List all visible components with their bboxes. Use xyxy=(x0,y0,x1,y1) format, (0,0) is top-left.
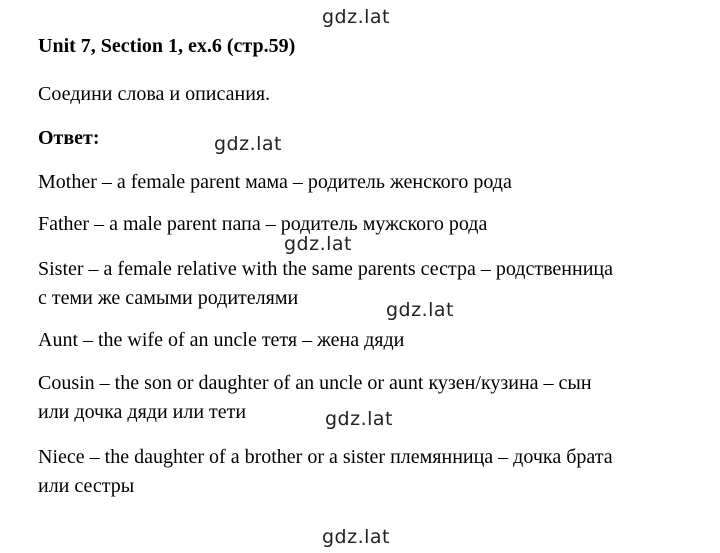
exercise-title: Unit 7, Section 1, ex.6 (стр.59) xyxy=(38,35,296,57)
answer-line-cousin-continued: или дочка дяди или тети xyxy=(38,401,247,423)
watermark-bottom: gdz.lat xyxy=(322,526,391,548)
watermark-sister: gdz.lat xyxy=(386,299,455,321)
answer-line-niece-continued: или сестры xyxy=(38,475,135,497)
answer-line-mother: Mother – a female parent мама – родитель женского рода xyxy=(38,171,512,193)
answer-line-father: Father – a male parent папа – родитель мужского рода xyxy=(38,213,488,235)
answer-line-niece: Niece – the daughter of a brother or a sister племянница – дочка брата xyxy=(38,446,613,468)
answer-line-cousin: Cousin – the son or daughter of an uncle or aunt кузен/кузина – сын xyxy=(38,372,592,394)
watermark-answer: gdz.lat xyxy=(214,133,283,155)
watermark-top: gdz.lat xyxy=(322,6,391,28)
answer-line-sister-continued: с теми же самыми родителями xyxy=(38,287,299,309)
answer-line-aunt: Aunt – the wife of an uncle тетя – жена дяди xyxy=(38,329,405,351)
answer-line-sister: Sister – a female relative with the same parents сестра – родственница xyxy=(38,258,613,280)
exercise-instruction: Соедини слова и описания. xyxy=(38,83,271,105)
watermark-father: gdz.lat xyxy=(284,233,353,255)
watermark-cousin: gdz.lat xyxy=(325,408,394,430)
answer-label: Ответ: xyxy=(38,127,100,149)
